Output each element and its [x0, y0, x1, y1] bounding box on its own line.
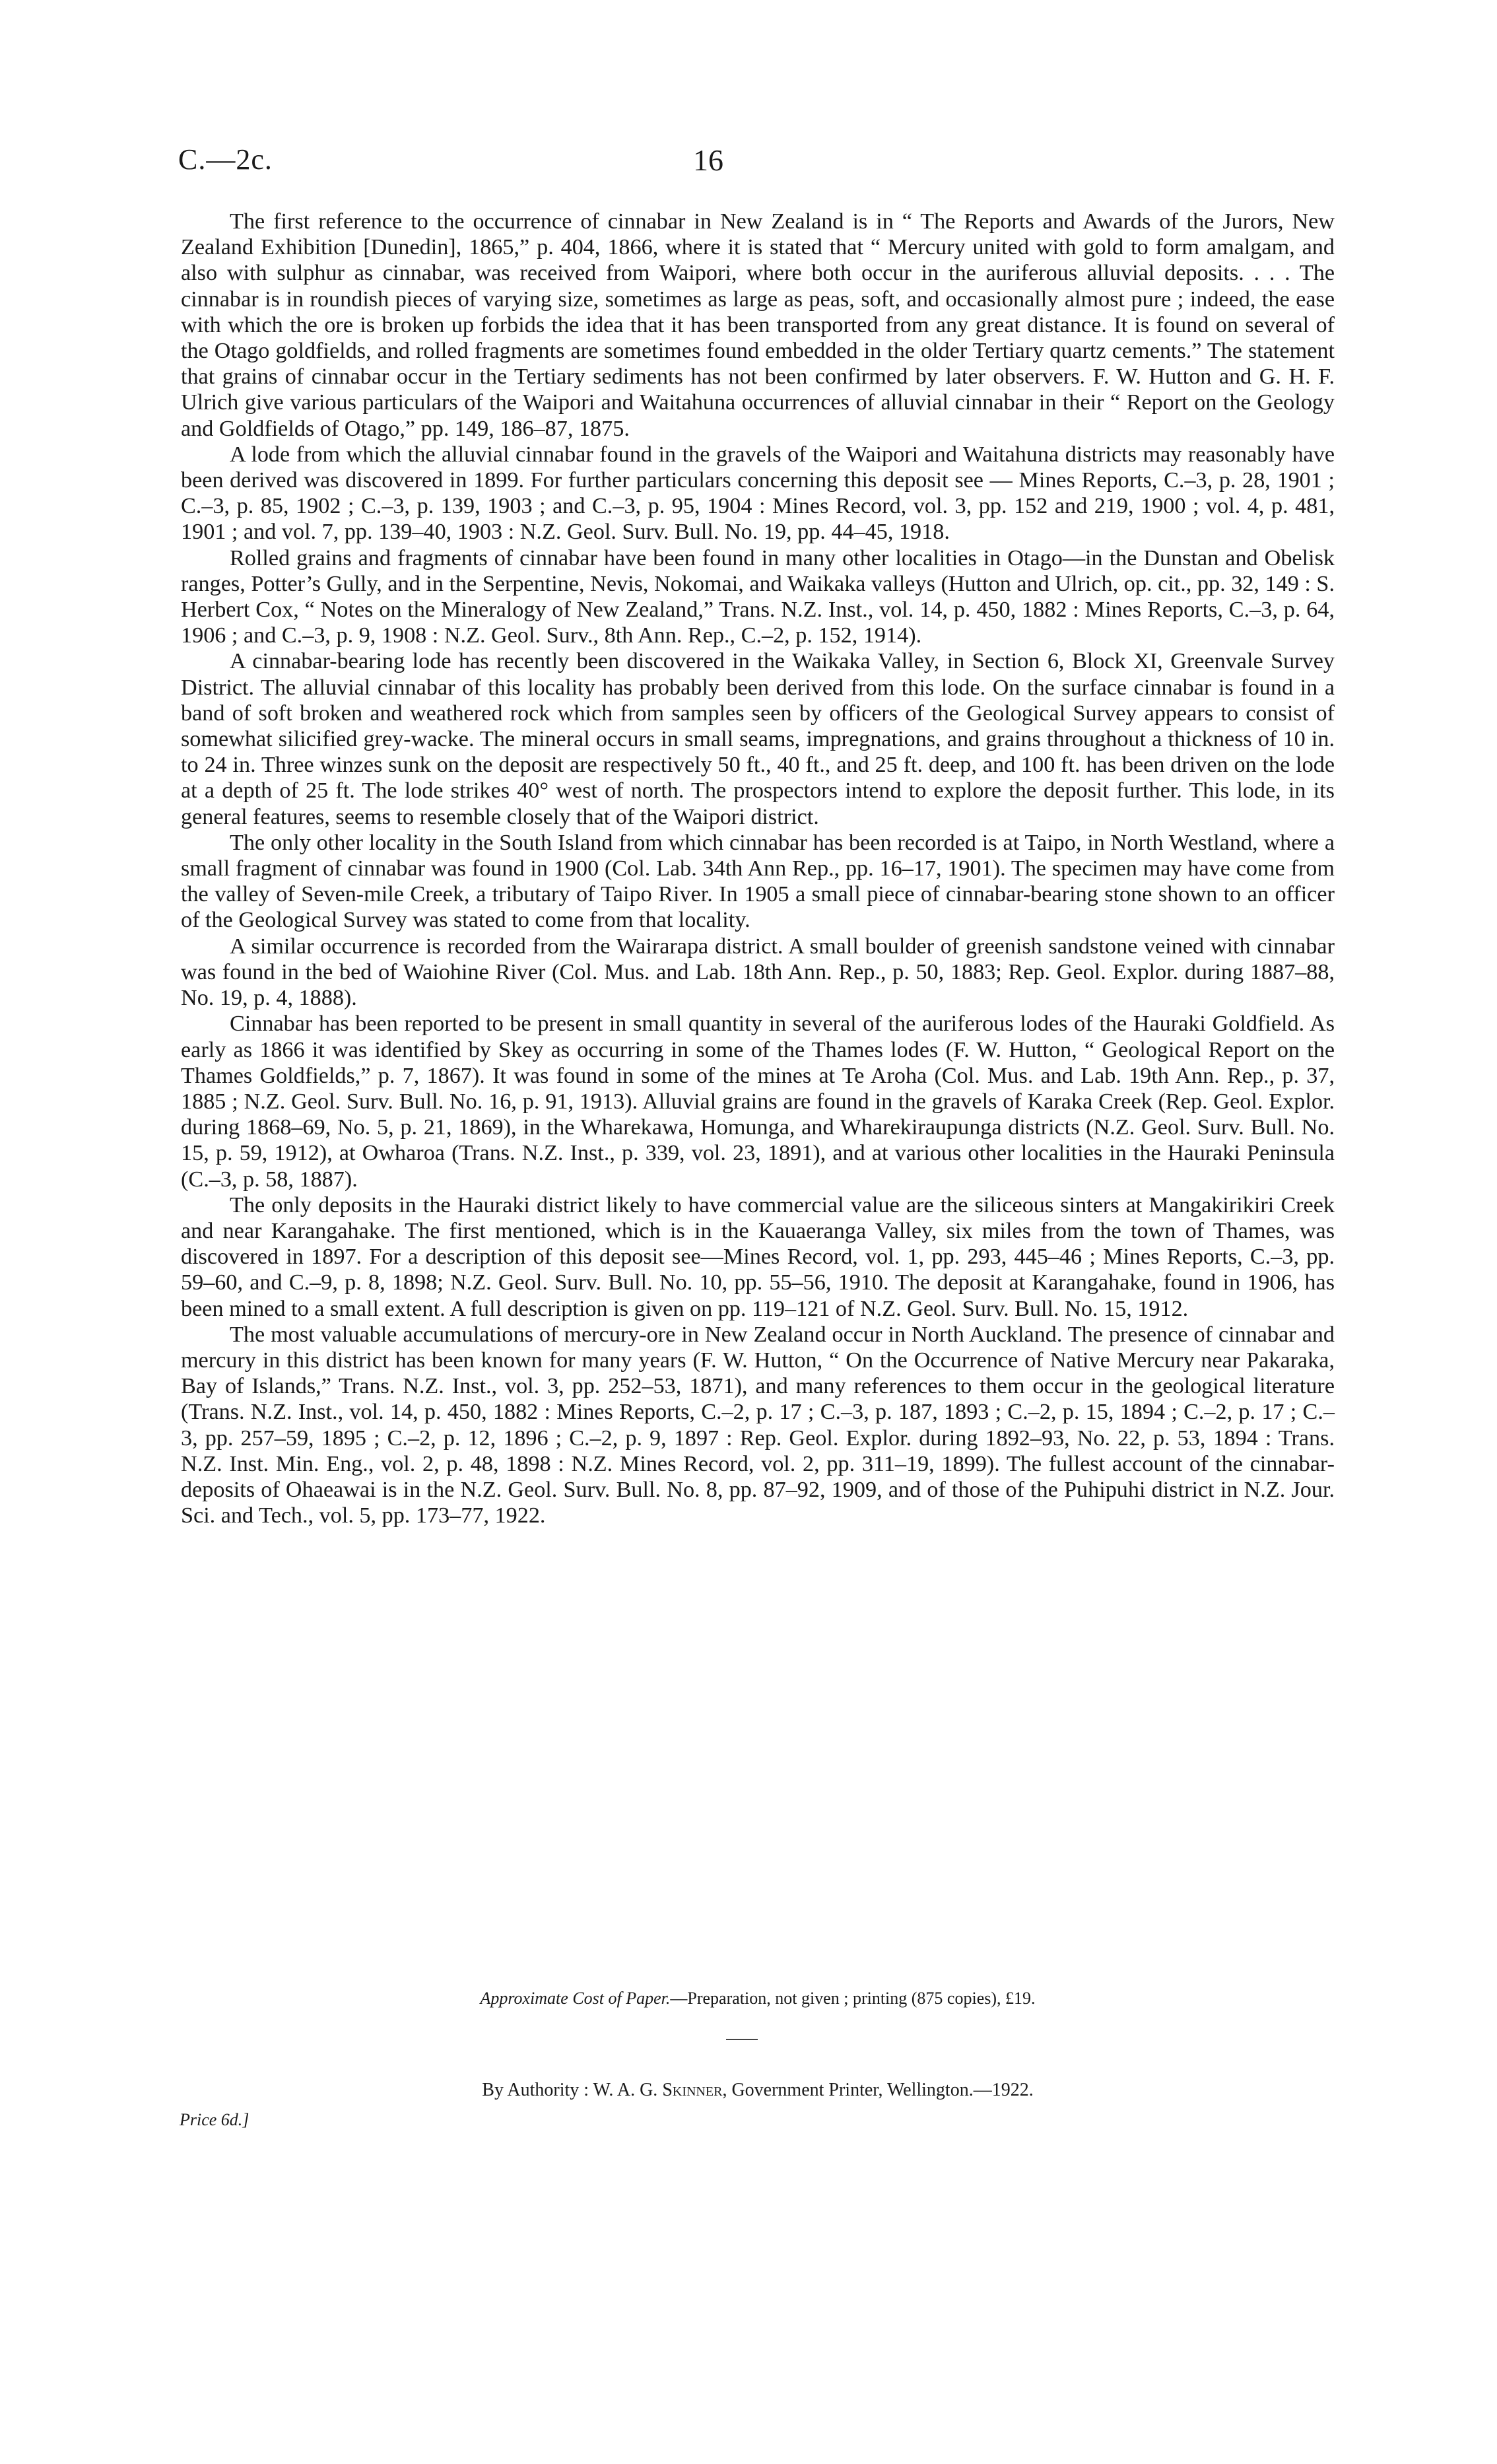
paragraph: The only other locality in the South Island from which cinnabar has been recorded is at Taipo, in North Westland, where a small fragment of cinnabar was found in 1900 (Col. Lab. 34th Ann Rep., pp. 16–17, 1901). The specimen may have come from the valley of Seven-mile Creek, a tributary of Taipo River. In 1905 a small piece of cinnabar-bearing stone shown to an officer of the Geological Survey was stated to come from that locality.	[181, 830, 1335, 933]
paragraph: Cinnabar has been reported to be present in small quantity in several of the auriferous lodes of the Hauraki Goldfield. As early as 1866 it was identified by Skey as occurring in some of the Thames lodes (F. W. Hutton, “ Geological Report on the Thames Goldfields,” p. 7, 1867). It was found in some of the mines at Te Aroha (Col. Mus. and Lab. 19th Ann. Rep., p. 37, 1885 ; N.Z. Geol. Surv. Bull. No. 16, p. 91, 1913). Alluvial grains are found in the gravels of Karaka Creek (Rep. Geol. Explor. during 1868–69, No. 5, p. 21, 1869), in the Wharekawa, Homunga, and Wharekiraupunga districts (N.Z. Geol. Surv. Bull. No. 15, p. 59, 1912), at Owharoa (Trans. N.Z. Inst., p. 339, vol. 23, 1891), and at various other localities in the Hauraki Peninsula (C.–3, p. 58, 1887).	[181, 1011, 1335, 1192]
paragraph: The first reference to the occurrence of cinnabar in New Zealand is in “ The Reports and Awards of the Jurors, New Zealand Exhibition [Dunedin], 1865,” p. 404, 1866, where it is stated that “ Mercury united with gold to form amalgam, and also with sulphur as cinnabar, was received from Waipori, where both occur in the auriferous alluvial deposits. . . . The cinnabar is in roundish pieces of varying size, sometimes as large as peas, soft, and occasionally almost pure ; indeed, the ease with which the ore is broken up forbids the idea that it has been transported from any great distance. It is found on several of the Otago goldfields, and rolled fragments are sometimes found embedded in the older Tertiary quartz cements.” The statement that grains of cinnabar occur in the Tertiary sediments has not been confirmed by later observers. F. W. Hutton and G. H. F. Ulrich give various particulars of the Waipori and Waitahuna occurrences of alluvial cinnabar in their “ Report on the Geology and Goldfields of Otago,” pp. 149, 186–87, 1875.	[181, 209, 1335, 441]
printer-name: Skinner	[662, 2080, 723, 2100]
paragraph: The only deposits in the Hauraki district likely to have commercial value are the siliceous sinters at Mangakirikiri Creek and near Karangahake. The first mentioned, which is in the Kauaeranga Valley, six miles from the town of Thames, was discovered in 1897. For a description of this deposit see—Mines Record, vol. 1, pp. 293, 445–46 ; Mines Reports, C.–3, pp. 59–60, and C.–9, p. 8, 1898; N.Z. Geol. Surv. Bull. No. 10, pp. 55–56, 1910. The deposit at Karangahake, found in 1906, has been mined to a small extent. A full description is given on pp. 119–121 of N.Z. Geol. Surv. Bull. No. 15, 1912.	[181, 1192, 1335, 1321]
paragraph: The most valuable accumulations of mercury-ore in New Zealand occur in North Auckland. The presence of cinnabar and mercury in this district has been known for many years (F. W. Hutton, “ On the Occurrence of Native Mercury near Pakaraka, Bay of Islands,” Trans. N.Z. Inst., vol. 3, pp. 252–53, 1871), and many references to them occur in the geological literature (Trans. N.Z. Inst., vol. 14, p. 450, 1882 : Mines Reports, C.–2, p. 17 ; C.–3, p. 187, 1893 ; C.–2, p. 15, 1894 ; C.–2, p. 17 ; C.–3, pp. 257–59, 1895 ; C.–2, p. 12, 1896 ; C.–2, p. 9, 1897 : Rep. Geol. Explor. during 1892–93, No. 22, p. 53, 1894 : Trans. N.Z. Inst. Min. Eng., vol. 2, p. 48, 1898 : N.Z. Mines Record, vol. 2, pp. 311–19, 1899). The fullest account of the cinnabar-deposits of Ohaeawai is in the N.Z. Geol. Surv. Bull. No. 8, pp. 87–92, 1909, and of those of the Puhipuhi district in N.Z. Jour. Sci. and Tech., vol. 5, pp. 173–77, 1922.	[181, 1322, 1335, 1528]
cost-of-paper-note	[181, 1989, 1335, 2008]
paragraph: A cinnabar-bearing lode has recently been discovered in the Waikaka Valley, in Section 6, Block XI, Greenvale Survey District. The alluvial cinnabar of this locality has probably been derived from this lode. On the surface cinnabar is found in a band of soft broken and weathered rock which from samples seen by officers of the Geological Survey appears to consist of somewhat silicified grey-wacke. The mineral occurs in small seams, impregnations, and grains throughout a thickness of 10 in. to 24 in. Three winzes sunk on the deposit are respectively 50 ft., 40 ft., and 25 ft. deep, and 100 ft. has been driven on the lode at a depth of 25 ft. The lode strikes 40° west of north. The prospectors intend to explore the deposit further. This lode, in its general features, seems to resemble closely that of the Waipori district.	[181, 649, 1335, 829]
authority-prefix: By Authority : W. A. G.	[482, 2080, 663, 2100]
cost-text: —Preparation, not given ; printing (875 copies), £19.	[670, 1989, 1036, 2008]
paragraph: Rolled grains and fragments of cinnabar have been found in many other localities in Otago—in the Dunstan and Obelisk ranges, Potter’s Gully, and in the Serpentine, Nevis, Nokomai, and Waikaka valleys (Hutton and Ulrich, op. cit., pp. 32, 149 : S. Herbert Cox, “ Notes on the Mineralogy of New Zealand,” Trans. N.Z. Inst., vol. 14, p. 450, 1882 : Mines Reports, C.–3, p. 64, 1906 ; and C.–3, p. 9, 1908 : N.Z. Geol. Surv., 8th Ann. Rep., C.–2, p. 152, 1914).	[181, 545, 1335, 648]
authority-suffix: , Government Printer, Wellington.—1922.	[722, 2080, 1034, 2100]
body-text	[181, 209, 1335, 1528]
printer-authority-line	[181, 2080, 1335, 2101]
page-header	[178, 143, 1340, 189]
cost-label: Approximate Cost of Paper.	[480, 1989, 671, 2008]
document-code: C.—2c.	[178, 143, 273, 176]
page-number: 16	[693, 143, 723, 177]
paragraph: A lode from which the alluvial cinnabar found in the gravels of the Waipori and Waitahuna districts may reasonably have been derived was discovered in 1899. For further particulars concerning this deposit see — Mines Reports, C.–3, p. 28, 1901 ; C.–3, p. 85, 1902 ; C.–3, p. 139, 1903 ; and C.–3, p. 95, 1904 : Mines Record, vol. 3, pp. 152 and 219, 1900 ; vol. 4, p. 481, 1901 ; and vol. 7, pp. 139–40, 1903 : N.Z. Geol. Surv. Bull. No. 19, pp. 44–45, 1918.	[181, 442, 1335, 545]
price-note: Price 6d.]	[180, 2110, 249, 2129]
paragraph: A similar occurrence is recorded from the Wairarapa district. A small boulder of greenish sandstone veined with cinnabar was found in the bed of Waiohine River (Col. Mus. and Lab. 18th Ann. Rep., p. 50, 1883; Rep. Geol. Explor. during 1887–88, No. 19, p. 4, 1888).	[181, 934, 1335, 1011]
divider-rule	[726, 2039, 758, 2040]
